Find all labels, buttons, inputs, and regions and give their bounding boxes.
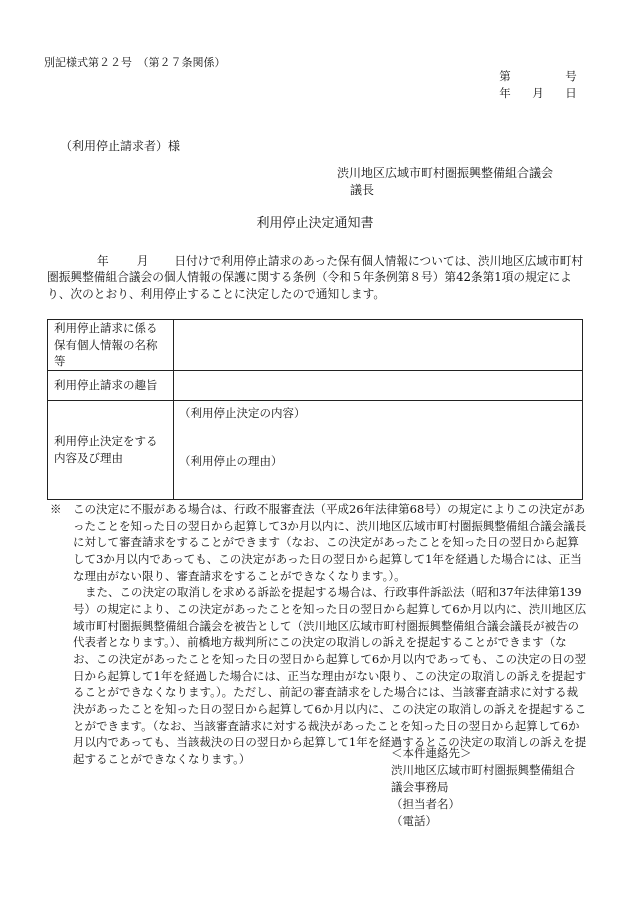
information-name-label: 利用停止請求に係る保有個人情報の名称等 xyxy=(48,320,174,371)
form-number: 別記様式第２２号 （第２７条関係） xyxy=(44,56,226,69)
table-row xyxy=(48,371,583,401)
decision-content-value xyxy=(174,401,583,500)
number-suffix: 号 xyxy=(565,69,577,83)
intro-paragraph xyxy=(47,253,584,302)
number-prefix: 第 xyxy=(499,69,511,83)
date-month: 月 xyxy=(532,86,544,100)
table-row xyxy=(48,401,583,500)
decision-table xyxy=(47,319,583,500)
decision-reason-caption: （利用停止の理由） xyxy=(179,454,283,469)
lawsuit-note: また、この決定の取消しを求める訴訟を提起する場合は、行政事件訴訟法（昭和37年法律第139号）の規定により、この決定があったことを知った日の翌日から起算して6か月以内に、渋川地区広域市町村圏振興整備組合議会を被告として（渋川地区広域市町村圏振興整備組合議会議長が被告の代表者となります。）、前橋地方裁判所にこの決定の取消しの訴えを提起することができます（なお、この決定があったことを知った日の翌日から起算して6か月以内であっても、この決定の日の翌日から起算して1年を経過した場合には、正当な理由がない限り、この決定の取消しの訴えを提起することができなくなります。）。ただし、前記の審査請求をした場合には、当該審査請求に対する裁決があったことを知った日の翌日から起算して6か月以内に、この決定の取消しの訴えを提起することができます。（なお、当該審査請求に対する裁決があったことを知った日の翌日から起算して6か月以内であっても、当該裁決の日の翌日から起算して1年を経過するとこの決定の取消しの訴えを提起することができなくなります。） xyxy=(73,585,587,767)
notes-section xyxy=(50,501,588,768)
request-purpose-label: 利用停止請求の趣旨 xyxy=(48,371,174,401)
decision-content-label: 利用停止決定をする内容及び理由 xyxy=(48,401,174,500)
intro-year: 年 xyxy=(97,254,109,268)
document-number-block xyxy=(498,70,578,104)
appeal-note: ※ この決定に不服がある場合は、行政不服審査法（平成26年法律第68号）の規定によりこの決定があったことを知った日の翌日から起算して3か月以内に、渋川地区広域市町村圏振興整備組合議会議長に対して審査請求をすることができます（なお、この決定があったことを知った日の翌日から起算して3か月以内であっても、この決定があった日の翌日から起算して1年を経過した場合には、正当な理由がない限り、審査請求をすることができなくなります。）。 xyxy=(50,502,587,583)
contact-person: （担当者名） xyxy=(391,797,460,811)
request-purpose-value xyxy=(174,371,583,401)
sender-organization: 渋川地区広域市町村圏振興整備組合議会 xyxy=(337,166,554,180)
contact-department: 議会事務局 xyxy=(391,780,449,794)
sender-role: 議長 xyxy=(350,183,375,197)
document-title: 利用停止決定通知書 xyxy=(256,216,374,231)
contact-phone: （電話） xyxy=(391,814,437,828)
information-name-value xyxy=(174,320,583,371)
addressee: （利用停止請求者）様 xyxy=(60,139,181,153)
date-day: 日 xyxy=(565,86,577,100)
date-year: 年 xyxy=(499,86,511,100)
decision-content-caption: （利用停止決定の内容） xyxy=(179,406,306,421)
contact-block xyxy=(391,745,575,830)
intro-month: 月 xyxy=(136,254,149,268)
contact-heading: ＜本件連絡先＞ xyxy=(391,746,472,760)
contact-organization: 渋川地区広域市町村圏振興整備組合 xyxy=(391,763,575,777)
table-row xyxy=(48,320,583,371)
intro-text: 日付けで利用停止請求のあった保有個人情報については、渋川地区広域市町村圏振興整備組合議会の個人情報の保護に関する条例（令和５年条例第８号）第42条第1項の規定により、次のとおり、利用停止することに決定したので通知します。 xyxy=(47,254,584,301)
